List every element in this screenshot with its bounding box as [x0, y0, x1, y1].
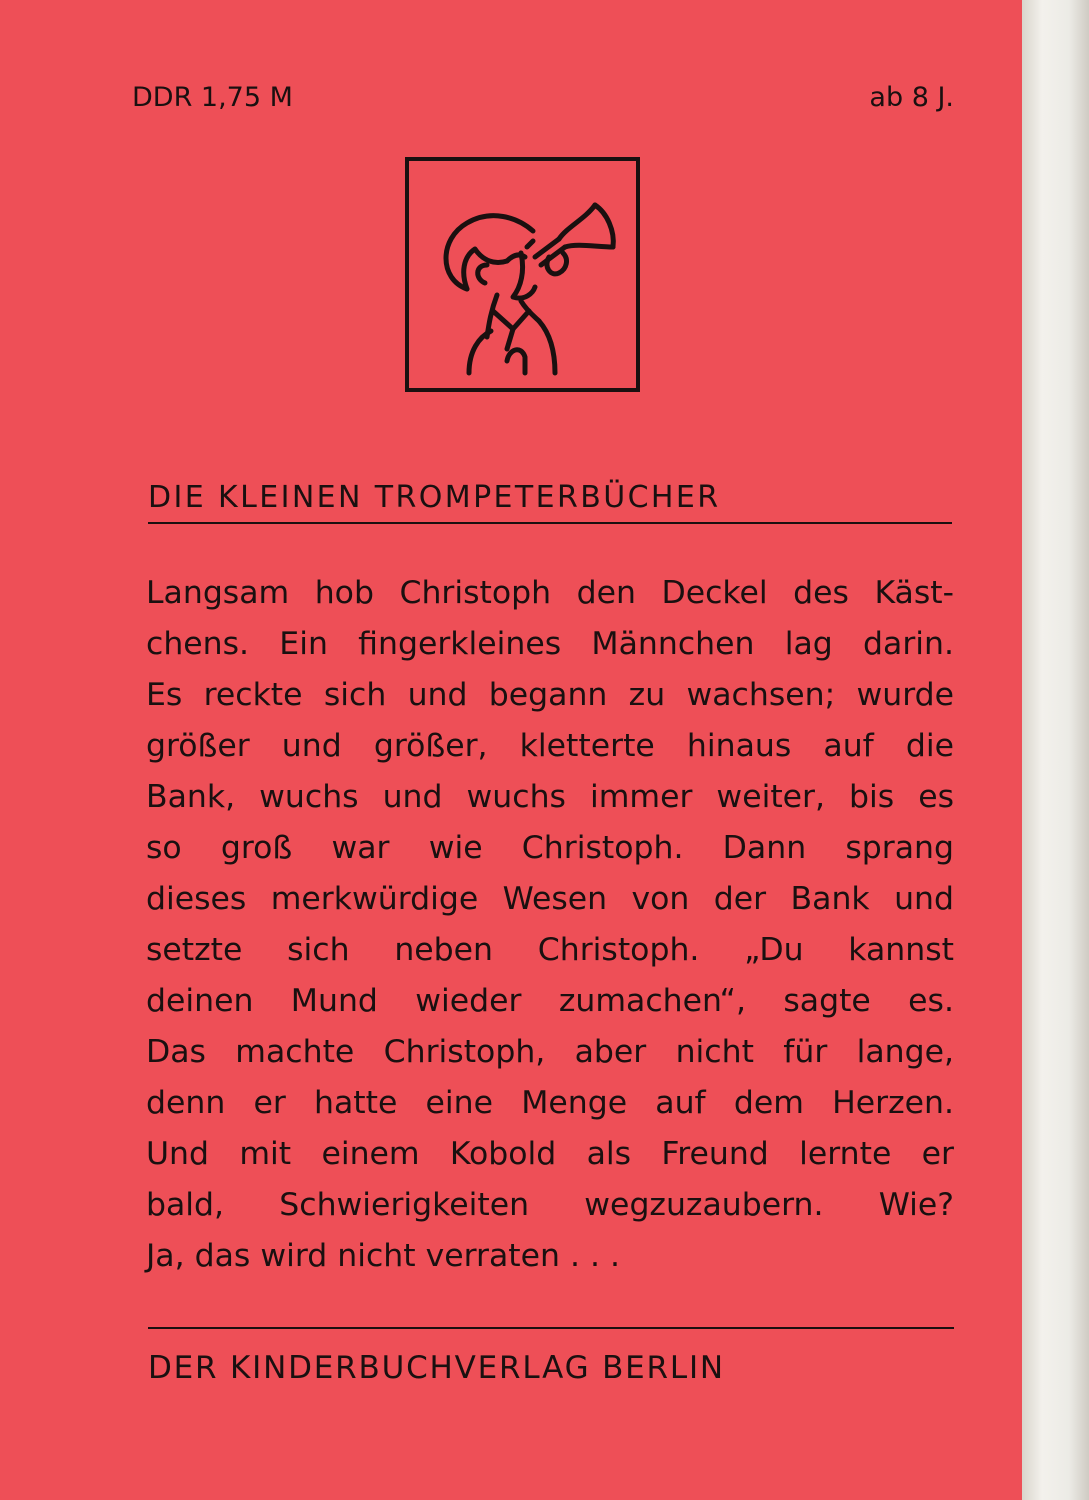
blurb-line: größer und größer, kletterte hinaus auf die	[146, 728, 954, 764]
price-label: DDR 1,75 M	[132, 82, 293, 113]
blurb-line: Es reckte sich und begann zu wachsen; wurde	[146, 677, 954, 713]
series-title: DIE KLEINEN TROMPETERBÜCHER	[148, 480, 721, 515]
trumpeter-icon	[405, 157, 640, 392]
blurb-line: denn er hatte eine Menge auf dem Herzen.	[146, 1085, 954, 1121]
blurb-text	[146, 568, 954, 1282]
blurb-line: so groß war wie Christoph. Dann sprang	[146, 830, 954, 866]
bottom-divider	[148, 1327, 954, 1329]
book-spine-edge	[1022, 0, 1089, 1500]
blurb-line: Bank, wuchs und wuchs immer weiter, bis es	[146, 779, 954, 815]
publisher-name: DER KINDERBUCHVERLAG BERLIN	[148, 1350, 725, 1386]
blurb-line: Ja, das wird nicht verraten . . .	[146, 1238, 621, 1274]
blurb-line: dieses merkwürdige Wesen von der Bank und	[146, 881, 954, 917]
blurb-line: Das machte Christoph, aber nicht für lange,	[146, 1034, 954, 1070]
blurb-line: setzte sich neben Christoph. „Du kannst	[146, 932, 954, 968]
blurb-line: bald, Schwierigkeiten wegzuzaubern. Wie?	[146, 1187, 954, 1223]
blurb-line: Und mit einem Kobold als Freund lernte er	[146, 1136, 954, 1172]
age-rating: ab 8 J.	[869, 82, 954, 113]
blurb-line: chens. Ein fingerkleines Männchen lag darin.	[146, 626, 954, 662]
blurb-line: deinen Mund wieder zumachen“, sagte es.	[146, 983, 954, 1019]
top-divider	[148, 522, 952, 524]
blurb-line: Langsam hob Christoph den Deckel des Käst-	[146, 575, 954, 611]
